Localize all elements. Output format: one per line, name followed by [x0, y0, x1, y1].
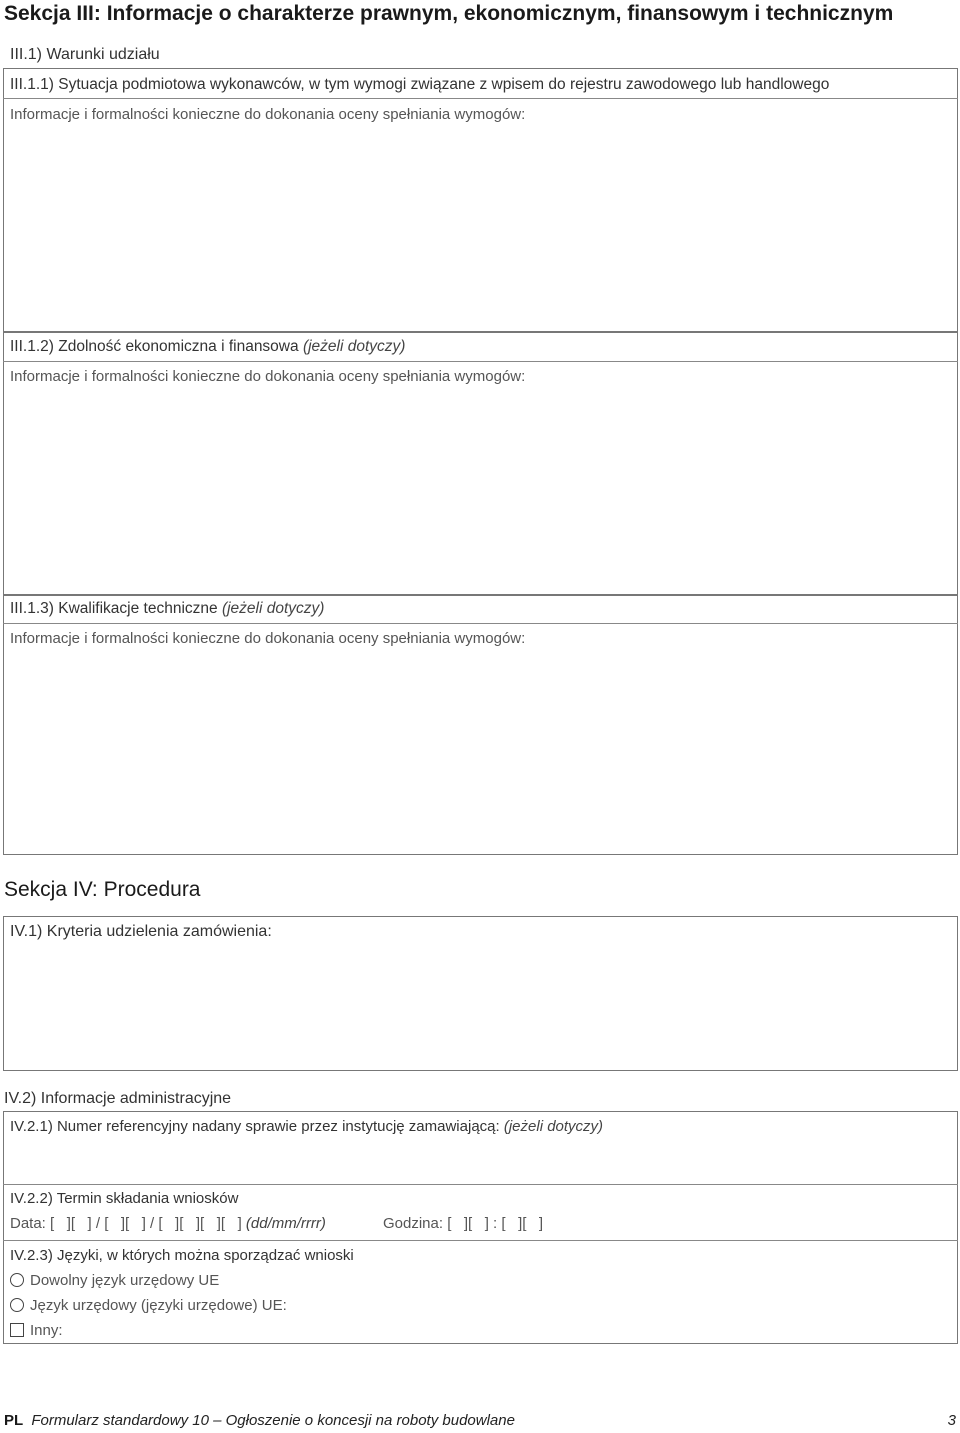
section-4-2-heading: IV.2) Informacje administracyjne [4, 1090, 232, 1107]
footer [4, 1412, 515, 1429]
language-option-official[interactable] [10, 1297, 287, 1314]
section-4-1-heading: IV.1) Kryteria udzielenia zamówienia: [10, 923, 272, 940]
info-label-2: Informacje i formalności konieczne do dokonania oceny spełniania wymogów: [10, 368, 526, 385]
time-row [383, 1215, 543, 1232]
date-format: (dd/mm/rrrr) [245, 1215, 326, 1232]
info-field-3[interactable] [10, 654, 950, 847]
section-3-1-1-heading: III.1.1) Sytuacja podmiotowa wykonawców, w tym wymogi związane z wpisem do rejestru zawodowego lub handlowego [10, 76, 830, 93]
info-label-1: Informacje i formalności konieczne do dokonania oceny spełniania wymogów: [10, 106, 526, 123]
section-4-title: Sekcja IV: Procedura [4, 878, 201, 901]
criteria-field[interactable] [10, 948, 950, 1064]
divider [3, 1184, 958, 1185]
time-label: Godzina: [383, 1215, 444, 1232]
language-option-any[interactable] [10, 1272, 219, 1289]
radio-icon[interactable] [10, 1298, 24, 1312]
divider [3, 1240, 958, 1241]
info-field-1[interactable] [10, 130, 950, 324]
section-3-1-3-heading [10, 600, 324, 618]
language-option-other[interactable] [10, 1322, 63, 1339]
section-3-title: Sekcja III: Informacje o charakterze prawnym, ekonomicznym, finansowym i technicznym [4, 2, 894, 25]
radio-icon[interactable] [10, 1273, 24, 1287]
section-4-2-1-note: (jeżeli dotyczy) [503, 1118, 604, 1135]
page-number: 3 [947, 1412, 956, 1429]
info-field-2[interactable] [10, 392, 950, 587]
section-3-1-3-note: (jeżeli dotyczy) [221, 600, 325, 617]
divider [3, 98, 958, 99]
option-label: Dowolny język urzędowy UE [30, 1272, 220, 1289]
section-3-1-2-note: (jeżeli dotyczy) [302, 338, 406, 355]
deadline-row [10, 1215, 326, 1232]
footer-lang: PL [4, 1412, 24, 1429]
section-3-1-heading: III.1) Warunki udziału [10, 46, 160, 63]
section-4-2-2-heading: IV.2.2) Termin składania wniosków [10, 1190, 239, 1207]
section-4-2-1-title: IV.2.1) Numer referencyjny nadany sprawie przez instytucję zamawiającą: [10, 1118, 500, 1135]
date-input[interactable]: [ ][ ] / [ ][ ] / [ ][ ][ ][ ] [50, 1215, 242, 1232]
date-label: Data: [10, 1215, 46, 1232]
option-label: Język urzędowy (języki urzędowe) UE: [30, 1297, 287, 1314]
divider [3, 623, 958, 624]
section-4-2-3-heading: IV.2.3) Języki, w których można sporządzać wnioski [10, 1247, 354, 1264]
checkbox-icon[interactable] [10, 1323, 24, 1337]
section-3-1-2-heading [10, 338, 405, 356]
section-4-2-1-heading [10, 1118, 603, 1135]
section-3-1-2-title: III.1.2) Zdolność ekonomiczna i finansowa [10, 338, 299, 355]
divider [3, 361, 958, 362]
option-label: Inny: [30, 1322, 63, 1339]
section-3-1-3-title: III.1.3) Kwalifikacje techniczne [10, 600, 218, 617]
footer-form-name: Formularz standardowy 10 – Ogłoszenie o koncesji na roboty budowlane [31, 1412, 515, 1429]
info-label-3: Informacje i formalności konieczne do dokonania oceny spełniania wymogów: [10, 630, 526, 647]
time-input[interactable]: [ ][ ] : [ ][ ] [447, 1215, 544, 1232]
reference-number-field[interactable] [10, 1140, 950, 1182]
